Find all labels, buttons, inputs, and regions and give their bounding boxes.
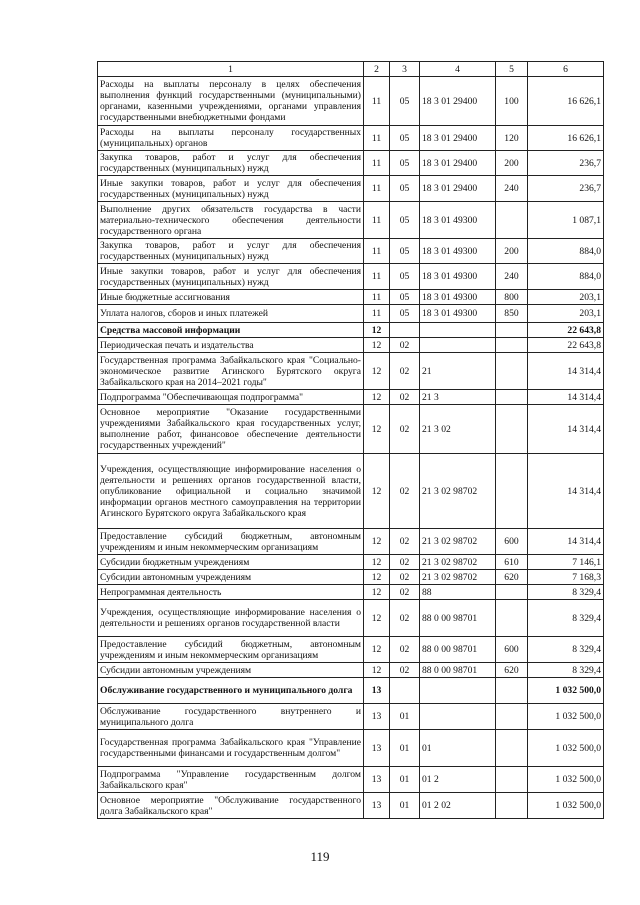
cell-target-article: 21 3 02 98702 [420,555,496,570]
cell-section: 11 [364,305,390,323]
cell-expense-type [496,338,528,353]
cell-expense-type: 600 [496,637,528,663]
cell-expense-type: 850 [496,305,528,323]
cell-section: 11 [364,239,390,264]
cell-section: 11 [364,264,390,290]
cell-section: 12 [364,529,390,555]
table-row [98,176,604,202]
cell-name: Субсидии автономным учреждениям [98,663,364,678]
table-body [98,62,604,819]
cell-name: Обслуживание государственного и муниципального долга [98,678,364,704]
table-row [98,793,604,819]
cell-section: 11 [364,126,390,151]
cell-amount: 203,1 [528,290,604,305]
header-col-section: 2 [364,62,390,77]
cell-name: Выполнение других обязательств государства в части материально-технического обеспечения деятельности государственного органа [98,202,364,239]
cell-expense-type [496,202,528,239]
cell-subsection [390,678,420,704]
cell-expense-type: 200 [496,239,528,264]
cell-section: 11 [364,176,390,202]
table-row [98,305,604,323]
cell-section: 12 [364,323,390,338]
cell-subsection: 02 [390,454,420,529]
table-row [98,323,604,338]
cell-amount: 22 643,8 [528,338,604,353]
cell-amount: 1 032 500,0 [528,767,604,793]
cell-amount: 16 626,1 [528,126,604,151]
cell-amount: 1 032 500,0 [528,704,604,730]
table-row [98,239,604,264]
cell-subsection: 05 [390,151,420,176]
cell-name: Предоставление субсидий бюджетным, автономным учреждениям и иным некоммерческим организациям [98,529,364,555]
cell-section: 12 [364,338,390,353]
cell-target-article: 01 2 [420,767,496,793]
cell-name: Учреждения, осуществляющие информирование населения о деятельности и решениях органов государственной власти, опубликование официальной и социально значимой информации органов местного самоуправления на территории Агинского Бурятского округа Забайкальского края [98,454,364,529]
cell-subsection: 02 [390,585,420,600]
cell-expense-type [496,678,528,704]
cell-section: 12 [364,353,390,390]
cell-expense-type [496,405,528,454]
cell-section: 13 [364,793,390,819]
cell-amount: 7 168,3 [528,570,604,585]
cell-target-article: 18 3 01 49300 [420,264,496,290]
cell-expense-type: 100 [496,77,528,126]
table-row [98,663,604,678]
cell-target-article: 21 3 02 98702 [420,454,496,529]
cell-subsection: 02 [390,555,420,570]
cell-expense-type [496,730,528,767]
cell-name: Подпрограмма "Обеспечивающая подпрограмма" [98,390,364,405]
cell-name: Иные закупки товаров, работ и услуг для обеспечения государственных (муниципальных) нужд [98,264,364,290]
cell-section: 12 [364,637,390,663]
cell-name: Непрограммная деятельность [98,585,364,600]
cell-amount: 884,0 [528,239,604,264]
cell-target-article: 88 0 00 98701 [420,600,496,637]
cell-name: Расходы на выплаты персоналу в целях обеспечения выполнения функций государственными (муниципальными) органами, казенными учреждениями, органами управления государственными внебюджетными фондами [98,77,364,126]
cell-expense-type: 120 [496,126,528,151]
cell-target-article [420,704,496,730]
cell-subsection: 05 [390,290,420,305]
table-row [98,730,604,767]
cell-subsection: 05 [390,239,420,264]
cell-amount: 14 314,4 [528,529,604,555]
cell-amount: 14 314,4 [528,353,604,390]
cell-amount: 236,7 [528,176,604,202]
table-row [98,637,604,663]
cell-subsection: 05 [390,202,420,239]
cell-expense-type [496,767,528,793]
cell-name: Учреждения, осуществляющие информирование населения о деятельности и решениях органов государственной власти [98,600,364,637]
header-col-subsection: 3 [390,62,420,77]
cell-section: 11 [364,151,390,176]
cell-section: 12 [364,600,390,637]
table-row [98,77,604,126]
cell-expense-type: 620 [496,570,528,585]
cell-section: 13 [364,730,390,767]
cell-expense-type: 600 [496,529,528,555]
cell-expense-type [496,585,528,600]
table-row [98,390,604,405]
table-row [98,529,604,555]
cell-section: 13 [364,704,390,730]
cell-expense-type [496,600,528,637]
cell-name: Уплата налогов, сборов и иных платежей [98,305,364,323]
cell-section: 12 [364,663,390,678]
cell-section: 13 [364,678,390,704]
table-row [98,338,604,353]
cell-subsection: 01 [390,704,420,730]
cell-expense-type: 620 [496,663,528,678]
table-header-row [98,62,604,77]
cell-name: Закупка товаров, работ и услуг для обеспечения государственных (муниципальных) нужд [98,239,364,264]
cell-subsection: 05 [390,77,420,126]
table-row [98,767,604,793]
table-row [98,202,604,239]
cell-expense-type [496,390,528,405]
cell-target-article: 21 3 02 98702 [420,529,496,555]
header-col-expense-type: 5 [496,62,528,77]
cell-subsection: 05 [390,126,420,151]
cell-target-article: 18 3 01 29400 [420,176,496,202]
cell-expense-type: 240 [496,264,528,290]
cell-target-article: 18 3 01 49300 [420,305,496,323]
table-row [98,454,604,529]
cell-name: Обслуживание государственного внутреннего и муниципального долга [98,704,364,730]
cell-subsection: 02 [390,600,420,637]
cell-amount: 1 032 500,0 [528,730,604,767]
cell-amount: 16 626,1 [528,77,604,126]
table-row [98,555,604,570]
cell-subsection: 05 [390,264,420,290]
cell-expense-type [496,323,528,338]
cell-target-article: 18 3 01 29400 [420,126,496,151]
cell-target-article: 18 3 01 49300 [420,290,496,305]
cell-subsection: 05 [390,176,420,202]
table-row [98,126,604,151]
cell-target-article: 01 [420,730,496,767]
cell-amount: 8 329,4 [528,585,604,600]
cell-name: Предоставление субсидий бюджетным, автономным учреждениям и иным некоммерческим организациям [98,637,364,663]
cell-expense-type [496,704,528,730]
cell-target-article [420,338,496,353]
cell-name: Средства массовой информации [98,323,364,338]
table-row [98,570,604,585]
cell-section: 12 [364,555,390,570]
cell-subsection: 02 [390,338,420,353]
cell-expense-type [496,793,528,819]
cell-target-article: 88 [420,585,496,600]
cell-subsection [390,323,420,338]
cell-expense-type [496,454,528,529]
cell-target-article [420,323,496,338]
cell-target-article: 21 3 02 98702 [420,570,496,585]
table-row [98,600,604,637]
header-col-name: 1 [98,62,364,77]
budget-table [97,61,604,819]
cell-amount: 14 314,4 [528,454,604,529]
cell-expense-type: 240 [496,176,528,202]
cell-name: Периодическая печать и издательства [98,338,364,353]
cell-section: 11 [364,77,390,126]
cell-target-article: 88 0 00 98701 [420,663,496,678]
cell-subsection: 01 [390,730,420,767]
cell-subsection: 02 [390,529,420,555]
cell-name: Государственная программа Забайкальского края "Социально-экономическое развитие Агинского Бурятского округа Забайкальского края на 2014–2021 годы" [98,353,364,390]
cell-subsection: 01 [390,793,420,819]
cell-subsection: 05 [390,305,420,323]
cell-name: Иные закупки товаров, работ и услуг для обеспечения государственных (муниципальных) нужд [98,176,364,202]
cell-subsection: 02 [390,570,420,585]
cell-name: Иные бюджетные ассигнования [98,290,364,305]
cell-section: 11 [364,202,390,239]
cell-name: Субсидии автономным учреждениям [98,570,364,585]
header-col-amount: 6 [528,62,604,77]
table-row [98,678,604,704]
cell-section: 12 [364,390,390,405]
cell-amount: 7 146,1 [528,555,604,570]
cell-expense-type: 200 [496,151,528,176]
cell-target-article: 21 3 [420,390,496,405]
cell-name: Закупка товаров, работ и услуг для обеспечения государственных (муниципальных) нужд [98,151,364,176]
cell-target-article: 18 3 01 49300 [420,202,496,239]
cell-subsection: 02 [390,405,420,454]
cell-name: Основное мероприятие "Оказание государственными учреждениями Забайкальского края государственных услуг, выполнение работ, финансовое обеспечение деятельности государственных учреждений" [98,405,364,454]
cell-name: Государственная программа Забайкальского края "Управление государственными финансами и государственным долгом" [98,730,364,767]
cell-amount: 1 087,1 [528,202,604,239]
cell-target-article: 18 3 01 49300 [420,239,496,264]
cell-name: Субсидии бюджетным учреждениям [98,555,364,570]
cell-amount: 14 314,4 [528,405,604,454]
cell-amount: 8 329,4 [528,637,604,663]
cell-amount: 8 329,4 [528,600,604,637]
cell-expense-type [496,353,528,390]
table-row [98,585,604,600]
page-number: 119 [310,849,330,864]
cell-amount: 8 329,4 [528,663,604,678]
cell-subsection: 02 [390,353,420,390]
cell-target-article: 88 0 00 98701 [420,637,496,663]
table-row [98,151,604,176]
cell-name: Основное мероприятие "Обслуживание государственного долга Забайкальского края" [98,793,364,819]
table-row [98,704,604,730]
cell-section: 12 [364,405,390,454]
cell-subsection: 02 [390,663,420,678]
cell-subsection: 01 [390,767,420,793]
cell-section: 12 [364,570,390,585]
cell-target-article: 18 3 01 29400 [420,77,496,126]
cell-amount: 1 032 500,0 [528,678,604,704]
cell-amount: 203,1 [528,305,604,323]
table-row [98,264,604,290]
cell-expense-type: 610 [496,555,528,570]
table-row [98,290,604,305]
cell-name: Расходы на выплаты персоналу государственных (муниципальных) органов [98,126,364,151]
cell-target-article: 18 3 01 29400 [420,151,496,176]
cell-subsection: 02 [390,637,420,663]
cell-amount: 236,7 [528,151,604,176]
header-col-target-article: 4 [420,62,496,77]
cell-target-article [420,678,496,704]
cell-amount: 22 643,8 [528,323,604,338]
cell-amount: 14 314,4 [528,390,604,405]
table-row [98,405,604,454]
cell-name: Подпрограмма "Управление государственным долгом Забайкальского края" [98,767,364,793]
cell-target-article: 21 3 02 [420,405,496,454]
cell-section: 12 [364,585,390,600]
table-row [98,353,604,390]
cell-section: 11 [364,290,390,305]
cell-section: 13 [364,767,390,793]
cell-expense-type: 800 [496,290,528,305]
cell-target-article: 21 [420,353,496,390]
cell-section: 12 [364,454,390,529]
cell-amount: 884,0 [528,264,604,290]
cell-amount: 1 032 500,0 [528,793,604,819]
cell-target-article: 01 2 02 [420,793,496,819]
cell-subsection: 02 [390,390,420,405]
